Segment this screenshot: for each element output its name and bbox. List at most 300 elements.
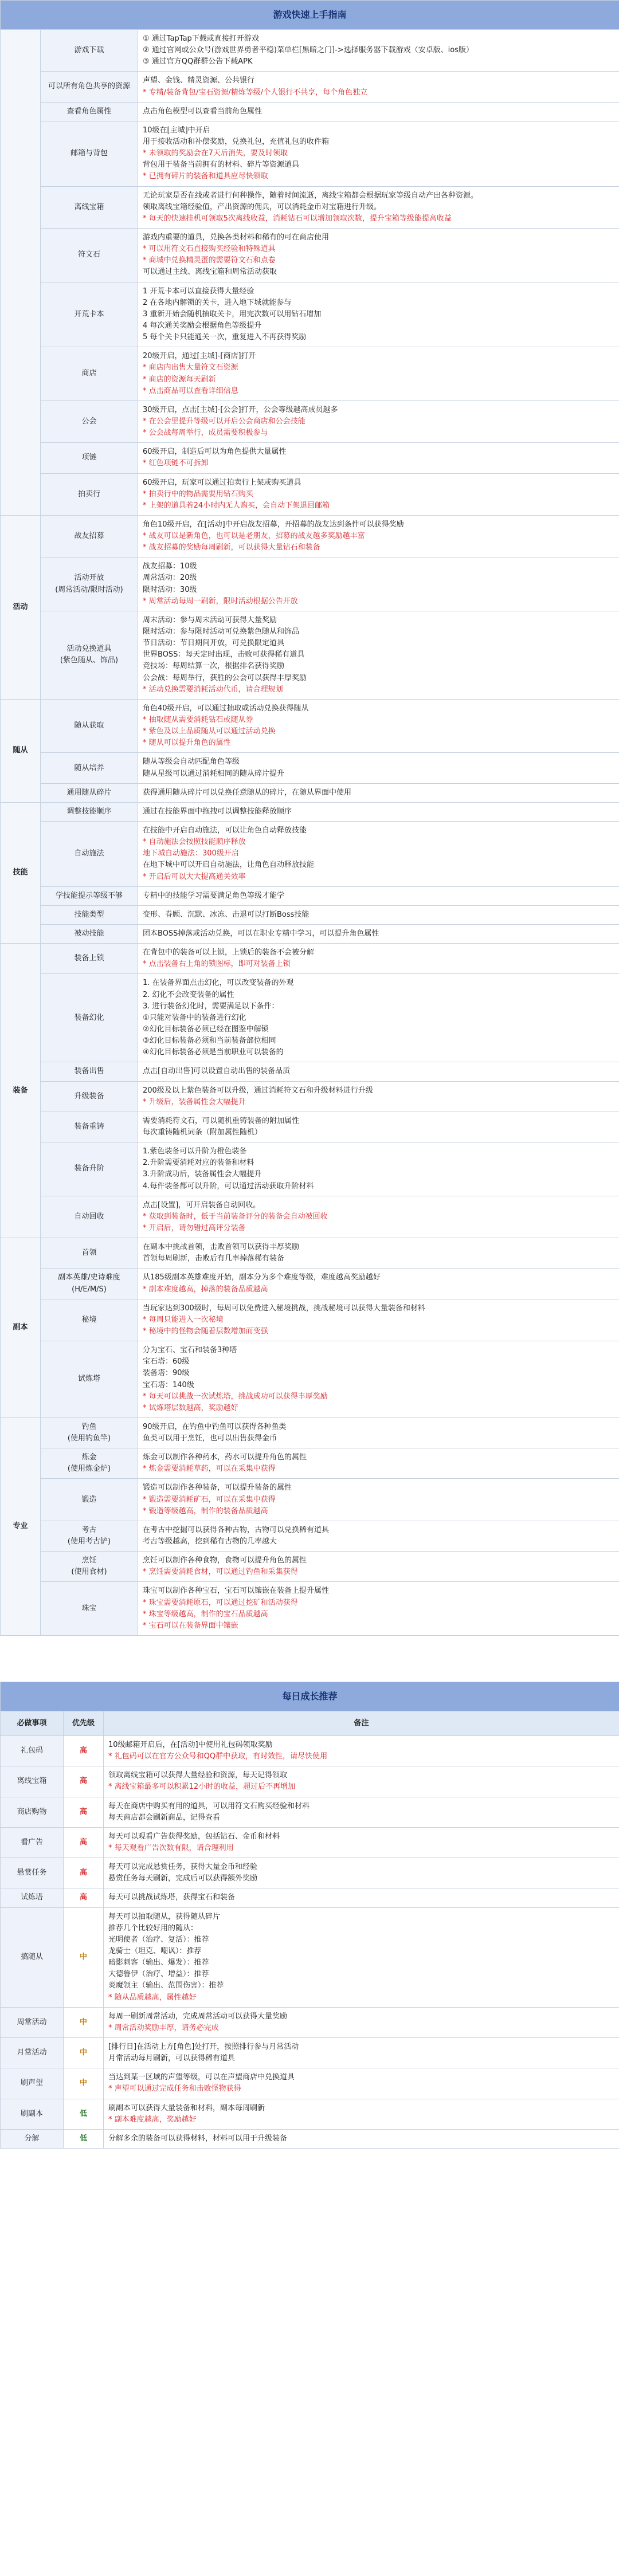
daily-row: [1, 2129, 619, 2148]
daily-notes: [104, 1766, 619, 1797]
section-content: [138, 1238, 619, 1269]
note-line: * 每天观看广告次数有限，请合理利用: [108, 1844, 234, 1853]
section-content: [138, 1417, 619, 1448]
section-content: [138, 802, 619, 821]
text-line: 2. 幻化不会改变装备的属性: [143, 990, 234, 999]
text-line: 在背包中的装备可以上锁，上锁后的装备不会被分解: [143, 948, 315, 957]
text-line: 5 每个关卡只能通关一次，重复进入不再获得奖励: [143, 333, 307, 342]
daily-task: 刷副本: [1, 2099, 64, 2129]
daily-notes: [104, 1827, 619, 1858]
text-line: 无论玩家是否在线或者进行何种操作，随着时间流逝，离线宝箱都会根据玩家等级自动产出各种资源。: [143, 191, 479, 200]
section-name: 珠宝: [41, 1582, 138, 1636]
text-line: 每天在商店中购买有用的道具，可以用符文石购买经验和材料: [108, 1801, 310, 1811]
guide-row: [1, 1062, 619, 1081]
text-line: 暗影刺客（输出、爆发）：推荐: [108, 1958, 209, 1968]
text-line: 60级开启，制造后可以为角色提供大量属性: [143, 447, 287, 457]
text-line: 悬赏任务每天刷新，完成后可以获得额外奖励: [108, 1874, 258, 1883]
guide-row: [1, 1238, 619, 1269]
text-line: 20级开启，通过[主城]-[商店]打开: [143, 352, 256, 361]
text-line: 领取离线宝箱可以获得大量经验和资源，每天记得领取: [108, 1771, 288, 1780]
text-line: 随从等级会自动匹配角色等级: [143, 757, 240, 767]
section-name: 装备出售: [41, 1062, 138, 1081]
guide-row: [1, 1479, 619, 1521]
category-label: [1, 30, 41, 516]
section-name: 离线宝箱: [41, 186, 138, 228]
guide-row: [1, 72, 619, 102]
text-line: 限时活动：参与限时活动可兑换紫色随从和饰品: [143, 627, 300, 637]
text-line: 30级开启，点击[主城]-[公会]打开，公会等级越高成员越多: [143, 405, 338, 414]
note-line: * 锻造需要消耗矿石，可以在采集中获得: [143, 1495, 276, 1504]
text-line: ④幻化目标装备必须是当前职业可以装备的: [143, 1048, 284, 1057]
text-line: 鱼类可以用于烹饪，也可以出售获得金币: [143, 1434, 277, 1443]
note-line: * 锻造等级越高，制作的装备品质越高: [143, 1506, 268, 1515]
daily-row: [1, 2037, 619, 2068]
note-line: * 上架的道具若24小时内无人购买，会自动下架退回邮箱: [143, 501, 330, 510]
section-name: 项链: [41, 443, 138, 473]
text-line: ② 通过官网或公众号(游戏世界勇者平稳)菜单栏[黑暗之门]->选择服务器下载游戏（安卓版、ios版）: [143, 46, 473, 55]
text-line: 2 在各地内解锁的关卡，进入地下城就能参与: [143, 298, 292, 307]
guide-row: [1, 557, 619, 611]
daily-row: [1, 1797, 619, 1827]
note-line: 地下城自动施法：300级开启: [143, 849, 239, 858]
section-name: 公会: [41, 400, 138, 442]
text-line: 每天可以观看广告获得奖励，包括钻石、金币和材料: [108, 1832, 280, 1841]
guide-title-row: [1, 1, 619, 30]
note-line: * 试炼塔层数越高，奖励越好: [143, 1403, 238, 1412]
guide-row: [1, 1341, 619, 1418]
section-name: 被动技能: [41, 925, 138, 944]
text-line: 点击[自动出售]可以设置自动出售的装备品质: [143, 1067, 291, 1076]
guide-row: [1, 1299, 619, 1341]
text-line: 从185级副本英雄难度开始，副本分为多个难度等级，难度越高奖励越好: [143, 1273, 381, 1282]
category-label: 副本: [1, 1238, 41, 1418]
text-line: 通过在技能界面中拖拽可以调整技能释放顺序: [143, 807, 292, 816]
daily-notes: [104, 1888, 619, 1907]
guide-row: [1, 1552, 619, 1582]
daily-header-row: [1, 1711, 619, 1736]
section-content: [138, 699, 619, 753]
guide-row: [1, 905, 619, 924]
section-name: 随从培养: [41, 753, 138, 783]
section-name: 查看角色属性: [41, 102, 138, 121]
section-name: 自动施法: [41, 822, 138, 887]
section-name: 活动开放 (周常活动/限时活动): [41, 557, 138, 611]
daily-task: 商店购物: [1, 1797, 64, 1827]
section-content: [138, 783, 619, 802]
category-label: 装备: [1, 944, 41, 1238]
text-line: 1. 在装备界面点击幻化，可以改变装备的外观: [143, 979, 294, 988]
text-line: 1 开荒卡本可以直接获得大量经验: [143, 286, 254, 296]
guide-row: [1, 515, 619, 557]
daily-notes: [104, 1736, 619, 1766]
daily-priority: 中: [64, 1907, 104, 2007]
note-line: * 自动施法会按照技能顺序释放: [143, 838, 246, 847]
text-line: 周末活动：参与周末活动可获得大量奖励: [143, 615, 277, 625]
note-line: * 副本难度越高，掉落的装备品质越高: [143, 1285, 268, 1294]
section-name: 战友招募: [41, 515, 138, 557]
daily-priority: 中: [64, 2037, 104, 2068]
section-content: [138, 886, 619, 905]
text-line: 每天可以完成悬赏任务，获得大量金币和经验: [108, 1863, 258, 1872]
text-line: 角色40级开启，可以通过抽取或活动兑换获得随从: [143, 704, 309, 713]
daily-notes: [104, 1858, 619, 1888]
text-line: ②幻化目标装备必须已经在图鉴中解锁: [143, 1024, 269, 1034]
text-line: 首领每周刷新，击败后有几率掉落稀有装备: [143, 1254, 285, 1263]
text-line: ①只能对装备中的装备进行幻化: [143, 1013, 246, 1022]
text-line: 用于接收活动和补偿奖励，兑换礼包，充值礼包的收件箱: [143, 137, 330, 146]
section-name: 商店: [41, 347, 138, 401]
daily-task: 悬赏任务: [1, 1858, 64, 1888]
guide-row: [1, 443, 619, 473]
section-name: 学技能提示等级不够: [41, 886, 138, 905]
section-content: [138, 400, 619, 442]
section-content: [138, 1582, 619, 1636]
daily-table: [0, 1682, 619, 2149]
text-line: 3. 进行装备幻化时，需要满足以下条件：: [143, 1002, 279, 1011]
note-line: * 炼金需要消耗草药，可以在采集中获得: [143, 1464, 276, 1474]
section-name: 活动兑换道具 (紫色随从、饰品): [41, 611, 138, 699]
note-line: * 战友可以是新角色，也可以是老朋友，招募的战友越多奖励越丰富: [143, 532, 365, 541]
guide-row: [1, 1448, 619, 1479]
text-line: 每周一刷新周常活动，完成周常活动可以获得大量奖励: [108, 2012, 288, 2021]
section-name: 炼金 (使用炼金炉): [41, 1448, 138, 1479]
text-line: 90级开启，在钓鱼中钓鱼可以获得各种鱼类: [143, 1422, 287, 1431]
daily-priority: 中: [64, 2068, 104, 2099]
daily-task: 试炼塔: [1, 1888, 64, 1907]
text-line: 锻造可以制作各种装备，可以提升装备的属性: [143, 1483, 292, 1493]
text-line: [排行日]在活动上方[角色]处打开，按照排行参与月常活动: [108, 2042, 299, 2051]
daily-priority: 高: [64, 1827, 104, 1858]
note-line: * 珠宝需要消耗原石，可以通过挖矿和活动获得: [143, 1598, 298, 1607]
section-content: [138, 1081, 619, 1112]
note-line: * 活动兑换需要消耗活动代币，请合理规划: [143, 685, 283, 694]
text-line: 获得通用随从碎片可以兑换任意随从的碎片，在随从界面中使用: [143, 788, 352, 797]
daily-task: 搞随从: [1, 1907, 64, 2007]
guide-row: [1, 753, 619, 783]
section-content: [138, 102, 619, 121]
note-line: * 商城中兑换精灵蛋的需要符文石和点卷: [143, 256, 276, 265]
daily-task: 礼包码: [1, 1736, 64, 1766]
guide-row: [1, 611, 619, 699]
text-line: 背包用于装备当前拥有的材料、碎片等资源道具: [143, 160, 300, 170]
section-name: 钓鱼 (使用钓鱼竿): [41, 1417, 138, 1448]
daily-priority: 高: [64, 1797, 104, 1827]
section-content: [138, 1269, 619, 1299]
text-line: 推荐几个比较好用的随从：: [108, 1923, 198, 1933]
section-name: 开荒卡本: [41, 282, 138, 347]
note-line: * 随从品质越高，属性越好: [108, 1993, 197, 2002]
section-content: [138, 443, 619, 473]
daily-row: [1, 2099, 619, 2129]
text-line: 在技能中开启自动施法，可以让角色自动释放技能: [143, 826, 307, 835]
section-content: [138, 905, 619, 924]
guide-row: [1, 400, 619, 442]
text-line: 炎魔领主（输出、范围伤害）：推荐: [108, 1981, 224, 1990]
text-line: 炼金可以制作各种药水，药水可以提升角色的属性: [143, 1453, 307, 1462]
text-line: 专精中的技能学习需要满足角色等级才能学: [143, 891, 285, 900]
note-line: * 未领取的奖励会在7天后消失，要及时领取: [143, 149, 288, 158]
section-name: 试炼塔: [41, 1341, 138, 1418]
guide-row: [1, 30, 619, 72]
note-line: * 升级后，装备属性会大幅提升: [143, 1097, 246, 1106]
text-line: 竞技场：每周结算一次，根据排名获得奖励: [143, 662, 285, 671]
section-content: [138, 30, 619, 72]
section-name: 装备幻化: [41, 974, 138, 1062]
guide-row: [1, 944, 619, 974]
section-content: [138, 944, 619, 974]
note-line: * 红色项链不可拆卸: [143, 459, 209, 468]
guide-title: 游戏快速上手指南: [1, 1, 619, 30]
daily-notes: [104, 2068, 619, 2099]
section-name: 拍卖行: [41, 473, 138, 515]
text-line: 点击角色模型可以查看当前角色属性: [143, 107, 263, 116]
text-line: 需要消耗符文石，可以随机重铸装备的附加属性: [143, 1116, 300, 1125]
note-line: * 每天的快速挂机可领取5次离线收益，消耗钻石可以增加领取次数，提升宝箱等级能提高收益: [143, 214, 452, 223]
daily-notes: [104, 2099, 619, 2129]
daily-header-task: 必做事项: [1, 1711, 64, 1736]
text-line: 宝石塔：60级: [143, 1357, 190, 1366]
daily-priority: 高: [64, 1736, 104, 1766]
note-line: * 副本难度越高，奖励越好: [108, 2115, 197, 2124]
section-content: [138, 228, 619, 282]
note-line: * 战友招募的奖励每周刷新，可以获得大量钻石和装备: [143, 543, 320, 552]
daily-priority: 低: [64, 2099, 104, 2129]
note-line: * 开启后可以大大提高通关效率: [143, 872, 246, 881]
section-name: 装备重铸: [41, 1112, 138, 1142]
text-line: 2.升阶需要消耗对应的装备和材料: [143, 1159, 254, 1168]
guide-row: [1, 1521, 619, 1551]
section-name: 首领: [41, 1238, 138, 1269]
daily-row: [1, 1888, 619, 1907]
text-line: 200级及以上紫色装备可以升级，通过消耗符文石和升级材料进行升级: [143, 1086, 373, 1095]
note-line: * 在公会里提升等级可以开启公会商店和公会技能: [143, 417, 305, 426]
section-name: 邮箱与背包: [41, 121, 138, 186]
section-content: [138, 1479, 619, 1521]
text-line: 可以通过主线、离线宝箱和周常活动获取: [143, 268, 277, 277]
guide-row: [1, 886, 619, 905]
guide-row: [1, 802, 619, 821]
daily-title-row: [1, 1682, 619, 1711]
text-line: 10级邮箱开启后，在[活动]中使用礼包码领取奖励: [108, 1741, 273, 1750]
text-line: 限时活动：30级: [143, 585, 197, 594]
section-name: 可以所有角色共享的资源: [41, 72, 138, 102]
note-line: * 专精/装备背包/宝石资源/精炼等级/个人银行不共享，每个角色独立: [143, 88, 368, 97]
daily-priority: 高: [64, 1888, 104, 1907]
text-line: 珠宝可以制作各种宝石，宝石可以镶嵌在装备上提升属性: [143, 1587, 330, 1596]
section-name: 装备升阶: [41, 1142, 138, 1196]
section-content: [138, 1521, 619, 1551]
note-line: * 烹饪需要消耗食材，可以通过钓鱼和采集获得: [143, 1568, 298, 1577]
daily-row: [1, 1827, 619, 1858]
guide-row: [1, 186, 619, 228]
daily-title: 每日成长推荐: [1, 1682, 619, 1711]
daily-priority: 高: [64, 1766, 104, 1797]
note-line: * 获取到装备时，低于当前装备评分的装备会自动被回收: [143, 1212, 328, 1221]
daily-row: [1, 2068, 619, 2099]
text-line: 当达到某一区域的声望等级，可以在声望商店中兑换道具: [108, 2073, 295, 2082]
daily-task: 刷声望: [1, 2068, 64, 2099]
daily-notes: [104, 2037, 619, 2068]
section-content: [138, 1062, 619, 1081]
note-line: * 点击商品可以查看详细信息: [143, 386, 238, 395]
guide-row: [1, 1417, 619, 1448]
section-name: 通用随从碎片: [41, 783, 138, 802]
text-line: 战友招募：10级: [143, 562, 197, 571]
section-name: 自动回收: [41, 1196, 138, 1238]
guide-row: [1, 925, 619, 944]
guide-row: [1, 974, 619, 1062]
guide-row: [1, 473, 619, 515]
note-line: * 宝石可以在装备界面中镶嵌: [143, 1621, 238, 1630]
daily-header-priority: 优先级: [64, 1711, 104, 1736]
category-label: 活动: [1, 515, 41, 699]
text-line: 每天商店都会刷新商品，记得查看: [108, 1813, 221, 1822]
section-name: 游戏下载: [41, 30, 138, 72]
guide-row: [1, 783, 619, 802]
text-line: 当玩家达到300级时，每周可以免费进入秘境挑战，挑战秘境可以获得大量装备和材料: [143, 1303, 425, 1313]
note-line: * 可以用符文石直接购买经验和特殊道具: [143, 245, 276, 254]
text-line: 宝石塔：140级: [143, 1380, 194, 1389]
section-content: [138, 473, 619, 515]
daily-task: 月常活动: [1, 2037, 64, 2068]
section-name: 技能类型: [41, 905, 138, 924]
note-line: * 离线宝箱最多可以积累12小时的收益，超过后不再增加: [108, 1782, 296, 1792]
section-content: [138, 925, 619, 944]
daily-row: [1, 1858, 619, 1888]
text-line: 分解多余的装备可以获得材料，材料可以用于升级装备: [108, 2134, 288, 2143]
text-line: 考古等级越高，挖到稀有古物的几率越大: [143, 1537, 277, 1546]
text-line: 游戏内重要的道具，兑换各类材料和稀有的可在商店使用: [143, 233, 330, 242]
daily-task: 离线宝箱: [1, 1766, 64, 1797]
daily-priority: 高: [64, 1858, 104, 1888]
text-line: 角色10级开启，在[活动]中开启战友招募，开招募的战友达到条件可以获得奖励: [143, 520, 404, 529]
text-line: 团本BOSS掉落或活动兑换，可以在职业专精中学习，可以提升角色属性: [143, 929, 379, 938]
guide-row: [1, 121, 619, 186]
note-line: * 随从可以提升角色的属性: [143, 739, 231, 748]
text-line: 60级开启，玩家可以通过拍卖行上架或购买道具: [143, 478, 301, 487]
text-line: 刷副本可以获得大量装备和材料，副本每周刷新: [108, 2103, 265, 2112]
text-line: 月常活动每月刷新，可以获得稀有道具: [108, 2054, 236, 2063]
section-name: 装备上锁: [41, 944, 138, 974]
section-name: 烹饪 (使用食材): [41, 1552, 138, 1582]
text-line: 公会战：每周举行，获胜的公会可以获得丰厚奖励: [143, 673, 307, 682]
section-content: [138, 186, 619, 228]
note-line: * 周常活动每周一刷新，限时活动根据公告开放: [143, 596, 298, 606]
daily-task: 看广告: [1, 1827, 64, 1858]
text-line: 10级在[主城]中开启: [143, 125, 210, 135]
text-line: ③幻化目标装备必须和当前装备部位相同: [143, 1036, 276, 1046]
section-content: [138, 515, 619, 557]
text-line: 3.升阶成功后，装备属性会大幅提升: [143, 1170, 262, 1179]
section-name: 秘境: [41, 1299, 138, 1341]
daily-task: 周常活动: [1, 2007, 64, 2037]
text-line: 每次重铸随机词条（附加属性随机）: [143, 1128, 263, 1137]
note-line: * 每周只能进入一次秘境: [143, 1315, 224, 1324]
note-line: * 珠宝等级越高，制作的宝石品质越高: [143, 1609, 268, 1619]
note-line: * 礼包码可以在官方公众号和QQ群中获取，有时效性，请尽快使用: [108, 1752, 328, 1761]
daily-row: [1, 1736, 619, 1766]
section-content: [138, 1299, 619, 1341]
section-content: [138, 822, 619, 887]
category-label: 随从: [1, 699, 41, 802]
text-line: 领取离线宝箱经验值，产出资源的佣兵，可以消耗金币对宝箱进行升级。: [143, 202, 382, 211]
daily-task: 分解: [1, 2129, 64, 2148]
daily-notes: [104, 1907, 619, 2007]
section-content: [138, 1112, 619, 1142]
text-line: 在地下城中可以开启自动施法，让角色自动释放技能: [143, 861, 315, 870]
section-content: [138, 611, 619, 699]
guide-row: [1, 1081, 619, 1112]
text-line: 大德鲁伊（治疗、增益）：推荐: [108, 1970, 209, 1979]
guide-row: [1, 1582, 619, 1636]
text-line: ③ 通过官方QQ群群公告下载APK: [143, 57, 253, 66]
daily-row: [1, 2007, 619, 2037]
text-line: 光明使者（治疗、复活）：推荐: [108, 1935, 209, 1944]
text-line: ① 通过TapTap下载或直接打开游戏: [143, 34, 259, 43]
daily-priority: 低: [64, 2129, 104, 2148]
note-line: * 每天可以挑战一次试炼塔，挑战成功可以获得丰厚奖励: [143, 1392, 328, 1401]
section-name: 锻造: [41, 1479, 138, 1521]
note-line: * 已拥有碎片的装备和道具应尽快领取: [143, 172, 268, 181]
section-content: [138, 1552, 619, 1582]
text-line: 4 每次通关奖励会根据角色等级提升: [143, 321, 262, 330]
text-line: 1.紫色装备可以升阶为橙色装备: [143, 1147, 247, 1156]
section-content: [138, 1196, 619, 1238]
section-name: 考古 (使用考古铲): [41, 1521, 138, 1551]
section-content: [138, 347, 619, 401]
text-line: 周常活动：20级: [143, 574, 197, 583]
guide-row: [1, 1112, 619, 1142]
daily-notes: [104, 2007, 619, 2037]
text-line: 在副本中挑战首领，击败首领可以获得丰厚奖励: [143, 1243, 300, 1252]
section-name: 随从获取: [41, 699, 138, 753]
daily-notes: [104, 2129, 619, 2148]
guide-row: [1, 228, 619, 282]
section-name: 调整技能顺序: [41, 802, 138, 821]
text-line: 声望、金钱、精灵资源、公共银行: [143, 76, 255, 85]
text-line: 节日活动：节日期间开放，可兑换限定道具: [143, 639, 285, 648]
section-name: 符文石: [41, 228, 138, 282]
note-line: * 商店内出售大量符文石资源: [143, 363, 238, 372]
section-name: 副本英雄/史诗难度 (H/E/M/S): [41, 1269, 138, 1299]
section-content: [138, 557, 619, 611]
text-line: 4.每件装备都可以升阶，可以通过活动获取升阶材料: [143, 1181, 314, 1191]
text-line: 3 重新开始会随机抽取关卡，用完次数可以用钻石增加: [143, 309, 322, 319]
text-line: 随从星级可以通过消耗相同的随从碎片提升: [143, 769, 285, 778]
guide-row: [1, 347, 619, 401]
section-content: [138, 753, 619, 783]
category-label: 技能: [1, 802, 41, 943]
daily-row: [1, 1907, 619, 2007]
note-line: * 点击装备右上角的锁图标，即可对装备上锁: [143, 960, 291, 969]
note-line: * 声望可以通过完成任务和击败怪物获得: [108, 2084, 241, 2094]
guide-row: [1, 1142, 619, 1196]
section-spacer: [0, 1636, 619, 1682]
text-line: 变形、眷顾、沉默、冰冻、击退可以打断Boss技能: [143, 910, 310, 919]
guide-row: [1, 1196, 619, 1238]
text-line: 装备塔：90级: [143, 1369, 190, 1378]
text-line: 每天可以抽取随从，获得随从碎片: [108, 1912, 221, 1921]
guide-row: [1, 102, 619, 121]
text-line: 世界BOSS：每天定时出现，击败可获得稀有道具: [143, 650, 305, 659]
section-content: [138, 1448, 619, 1479]
text-line: 龙骑士（坦克、嘲讽）：推荐: [108, 1947, 202, 1955]
note-line: * 商店的资源每天刷新: [143, 375, 216, 384]
note-line: * 开启后，请勿错过高评分装备: [143, 1223, 246, 1232]
guide-row: [1, 699, 619, 753]
note-line: * 拍卖行中的物品需要用钻石购买: [143, 489, 253, 498]
note-line: * 周常活动奖励丰厚，请务必完成: [108, 2023, 219, 2032]
